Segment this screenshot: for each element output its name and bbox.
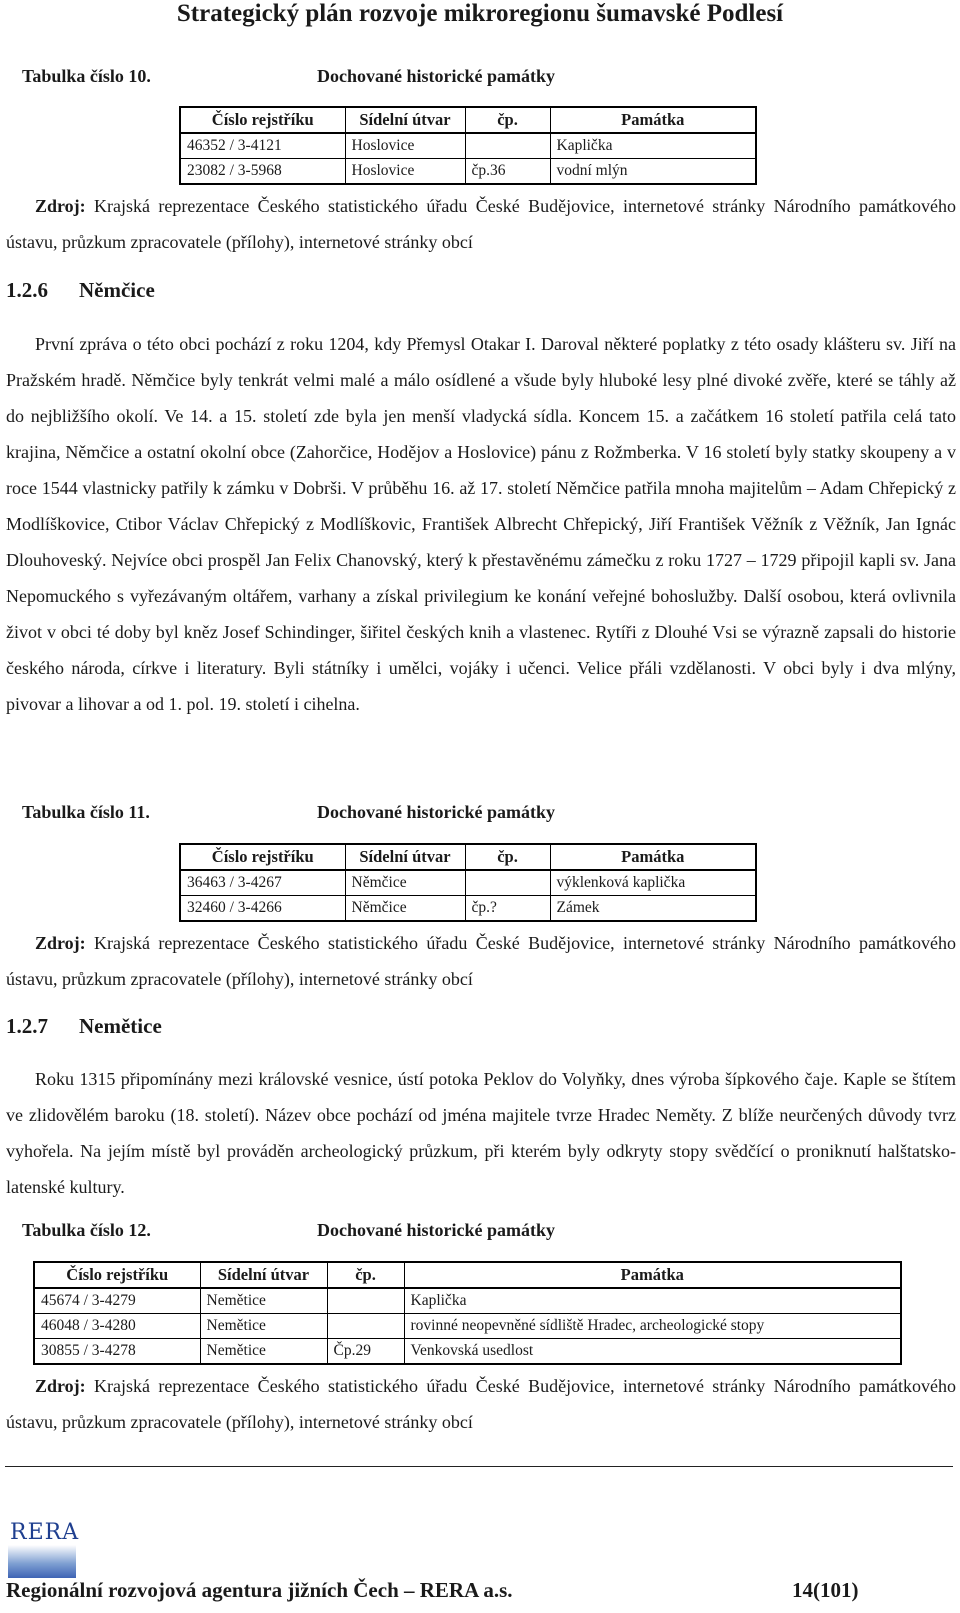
table-cell: Němčice <box>345 896 465 922</box>
table-cell: Nemětice <box>200 1339 327 1365</box>
source-text: Krajská reprezentace Českého statistického úřadu České Budějovice, internetové stránky Národního památkového ústavu, průzkum zpracovatele (přílohy), internetové stránky obcí <box>6 1376 957 1432</box>
section-heading <box>6 278 155 303</box>
table-header-row <box>34 1262 901 1288</box>
table-header-row <box>180 844 756 870</box>
logo-text: RERA <box>10 1520 80 1545</box>
section-number: 1.2.6 <box>6 278 48 302</box>
source-label: Zdroj: <box>35 196 86 216</box>
table-row <box>34 1288 901 1314</box>
table-row <box>180 133 756 159</box>
table-caption-label: Tabulka číslo 10. <box>22 66 151 86</box>
table-header-row <box>180 107 756 133</box>
column-header: Číslo rejstříku <box>34 1262 200 1288</box>
table-cell: 45674 / 3-4279 <box>34 1288 200 1314</box>
table-cell: 23082 / 3-5968 <box>180 159 345 185</box>
table-cell: Němčice <box>345 870 465 896</box>
table-cell: Hoslovice <box>345 133 465 159</box>
table-cell <box>327 1314 404 1339</box>
table-cell <box>465 870 550 896</box>
table-cell: 36463 / 3-4267 <box>180 870 345 896</box>
column-header: Sídelní útvar <box>200 1262 327 1288</box>
column-header: Památka <box>550 844 756 870</box>
table-cell: Nemětice <box>200 1288 327 1314</box>
table-row <box>180 159 756 185</box>
section-paragraph: Roku 1315 připomínány mezi královské vesnice, ústí potoka Peklov do Volyňky, dnes výroba šípkového čaje. Kaple se štítem ve zlidovělém baroku (18. století). Název obce pochází od jména majitele tvrze Hradec Neměty. Z blíže neurčených důvody tvrz vyhořela. Na jejím místě byl prováděn archeologický průzkum, při kterém byly odkryty stopy svědčící o proniknutí halštatsko-latenské kultury. <box>6 1069 956 1197</box>
column-header: Památka <box>404 1262 901 1288</box>
table-cell: Nemětice <box>200 1314 327 1339</box>
table-cell: čp.36 <box>465 159 550 185</box>
table-row <box>180 896 756 922</box>
page-header-title: Strategický plán rozvoje mikroregionu šumavské Podlesí <box>176 0 784 27</box>
section-title: Nemětice <box>79 1014 162 1038</box>
table-cell: Venkovská usedlost <box>404 1339 901 1365</box>
footer-divider <box>5 1466 953 1467</box>
column-header: Sídelní útvar <box>345 844 465 870</box>
table-cell: Hoslovice <box>345 159 465 185</box>
table-cell: 32460 / 3-4266 <box>180 896 345 922</box>
column-header: Číslo rejstříku <box>180 107 345 133</box>
section-title: Němčice <box>79 278 155 302</box>
table-caption-label: Tabulka číslo 12. <box>22 1220 151 1240</box>
table-cell <box>465 133 550 159</box>
table-row <box>34 1314 901 1339</box>
heritage-table-10 <box>179 106 757 185</box>
heritage-table-11 <box>179 843 757 922</box>
column-header: Památka <box>550 107 756 133</box>
column-header: Číslo rejstříku <box>180 844 345 870</box>
table-caption-title: Dochované historické památky <box>317 802 555 822</box>
source-note <box>6 188 956 260</box>
source-note <box>6 925 956 997</box>
rera-logo <box>8 1512 80 1578</box>
table-row <box>34 1339 901 1365</box>
table-cell: 30855 / 3-4278 <box>34 1339 200 1365</box>
table-cell: Zámek <box>550 896 756 922</box>
table-caption-title: Dochované historické památky <box>317 66 555 86</box>
table-cell: 46048 / 3-4280 <box>34 1314 200 1339</box>
table-row <box>180 870 756 896</box>
footer-agency: Regionální rozvojová agentura jižních Čech – RERA a.s. <box>6 1578 513 1602</box>
page-number: 14(101) <box>792 1578 859 1602</box>
source-label: Zdroj: <box>35 1376 86 1396</box>
source-text: Krajská reprezentace Českého statistického úřadu České Budějovice, internetové stránky Národního památkového ústavu, průzkum zpracovatele (přílohy), internetové stránky obcí <box>6 933 957 989</box>
table-cell <box>327 1288 404 1314</box>
table-cell: Kaplička <box>404 1288 901 1314</box>
section-paragraph: První zpráva o této obci pochází z roku 1204, kdy Přemysl Otakar I. Daroval některé poplatky z této osady klášteru sv. Jiří na Pražském hradě. Němčice byly tenkrát velmi malé a málo osídlené a všude byly hluboké lesy plné divoké zvěře, které se táhly až do nejbližšího okolí. Ve 14. a 15. století zde byla jen menší vladycká sídla. Koncem 15. a začátkem 16 století patřila celá tato krajina, Němčice a ostatní okolní obce (Zahorčice, Hodějov a Hoslovice) pánu z Rožmberka. V 16 století byly statky skoupeny a v roce 1544 vlastnicky patřily k zámku v Dobrši. V průběhu 16. až 17. století Němčice patřila mnoha majitelům – Adam Chřepický z Modlíškovice, Ctibor Václav Chřepický z Modlíškovic, František Albrecht Chřepický, Jiří František Věžník z Věžník, Jan Ignác Dlouhoveský. Nejvíce obci prospěl Jan Felix Chanovský, který k přestavěnému zámečku z roku 1727 – 1729 připojil kapli sv. Jana Nepomuckého s vyřezávaným oltářem, varhany a získal privilegium ke konání veřejné bohoslužby. Další osobou, která ovlivnila život v obci té doby byl kněz Josef Schindinger, šiřitel českých knih a vlastenec. Rytíři z Dlouhé Vsi se výrazně zapsali do historie českého národa, církve i literatury. Byli státníky i umělci, vojáky i učenci. Velice přáli vzdělanosti. V obci byly i dva mlýny, pivovar a lihovar a od 1. pol. 19. století i cihelna. <box>6 334 956 714</box>
table-cell: 46352 / 3-4121 <box>180 133 345 159</box>
column-header: čp. <box>465 844 550 870</box>
heritage-table-12 <box>33 1261 902 1365</box>
source-text: Krajská reprezentace Českého statistického úřadu České Budějovice, internetové stránky Národního památkového ústavu, průzkum zpracovatele (přílohy), internetové stránky obcí <box>6 196 957 252</box>
section-number: 1.2.7 <box>6 1014 48 1038</box>
section-heading <box>6 1014 162 1039</box>
column-header: čp. <box>327 1262 404 1288</box>
table-cell: vodní mlýn <box>550 159 756 185</box>
table-caption-label: Tabulka číslo 11. <box>22 802 150 822</box>
source-label: Zdroj: <box>35 933 86 953</box>
table-cell: rovinné neopevněné sídliště Hradec, archeologické stopy <box>404 1314 901 1339</box>
column-header: čp. <box>465 107 550 133</box>
table-cell: čp.? <box>465 896 550 922</box>
source-note <box>6 1368 956 1440</box>
table-cell: Čp.29 <box>327 1339 404 1365</box>
table-caption-title: Dochované historické památky <box>317 1220 555 1240</box>
table-cell: Kaplička <box>550 133 756 159</box>
table-cell: výklenková kaplička <box>550 870 756 896</box>
column-header: Sídelní útvar <box>345 107 465 133</box>
